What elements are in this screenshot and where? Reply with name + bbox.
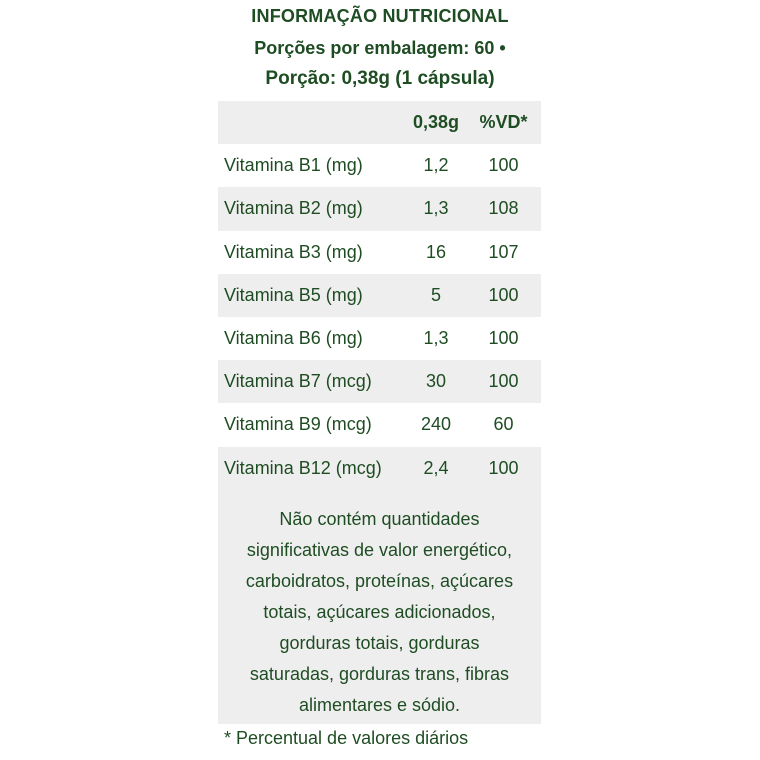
table-row <box>218 447 541 490</box>
nutrient-daily-value: 100 <box>488 328 519 349</box>
disclaimer-line: alimentares e sódio. <box>298 694 461 715</box>
disclaimer-line: saturadas, gorduras trans, fibras <box>249 663 510 684</box>
disclaimer-line: carboidratos, proteínas, açúcares <box>245 570 514 591</box>
nutrient-amount: 2,4 <box>423 457 449 478</box>
nutrition-table <box>218 101 541 724</box>
table-row <box>218 403 541 446</box>
nutrient-amount: 30 <box>425 371 447 392</box>
nutrient-amount: 240 <box>420 414 452 435</box>
table-row <box>218 144 541 187</box>
nutrient-name: Vitamina B1 (mg) <box>224 155 363 176</box>
servings-per-package: Porções por embalagem: 60 • <box>254 38 506 58</box>
nutrient-daily-value: 107 <box>488 241 519 262</box>
table-row <box>218 231 541 274</box>
nutrient-daily-value: 100 <box>488 371 519 392</box>
header-amount: 0,38g <box>412 112 460 133</box>
nutrient-name: Vitamina B9 (mcg) <box>224 414 372 435</box>
nutrient-name: Vitamina B7 (mcg) <box>224 371 372 392</box>
nutrient-name: Vitamina B2 (mg) <box>224 198 363 219</box>
nutrition-disclaimer <box>218 490 541 724</box>
header-daily-value: %VD* <box>479 112 528 133</box>
nutrient-amount: 1,3 <box>423 328 449 349</box>
nutrient-name: Vitamina B5 (mg) <box>224 284 363 305</box>
table-row <box>218 274 541 317</box>
nutrient-daily-value: 100 <box>488 457 519 478</box>
disclaimer-line: Não contém quantidades <box>279 508 480 529</box>
nutrient-amount: 1,2 <box>423 155 449 176</box>
portion-size: Porção: 0,38g (1 cápsula) <box>265 68 495 89</box>
nutrient-daily-value: 60 <box>493 414 514 435</box>
nutrient-amount: 1,3 <box>423 198 449 219</box>
disclaimer-line: totais, açúcares adicionados, <box>263 601 496 622</box>
nutrient-name: Vitamina B12 (mcg) <box>224 457 382 478</box>
nutrient-amount: 16 <box>425 241 447 262</box>
nutrient-daily-value: 108 <box>488 198 519 219</box>
nutrient-name: Vitamina B3 (mg) <box>224 241 363 262</box>
footnote: * Percentual de valores diários <box>224 728 469 748</box>
nutrient-amount: 5 <box>430 284 441 305</box>
disclaimer-line: gorduras totais, gorduras <box>279 632 480 653</box>
table-row <box>218 360 541 403</box>
table-header-row <box>218 101 541 144</box>
table-row <box>218 317 541 360</box>
nutrient-daily-value: 100 <box>488 284 519 305</box>
table-row <box>218 187 541 230</box>
nutrient-name: Vitamina B6 (mg) <box>224 328 363 349</box>
nutrient-daily-value: 100 <box>488 155 519 176</box>
disclaimer-line: significativas de valor energético, <box>246 539 513 560</box>
label-title: INFORMAÇÃO NUTRICIONAL <box>251 6 509 26</box>
